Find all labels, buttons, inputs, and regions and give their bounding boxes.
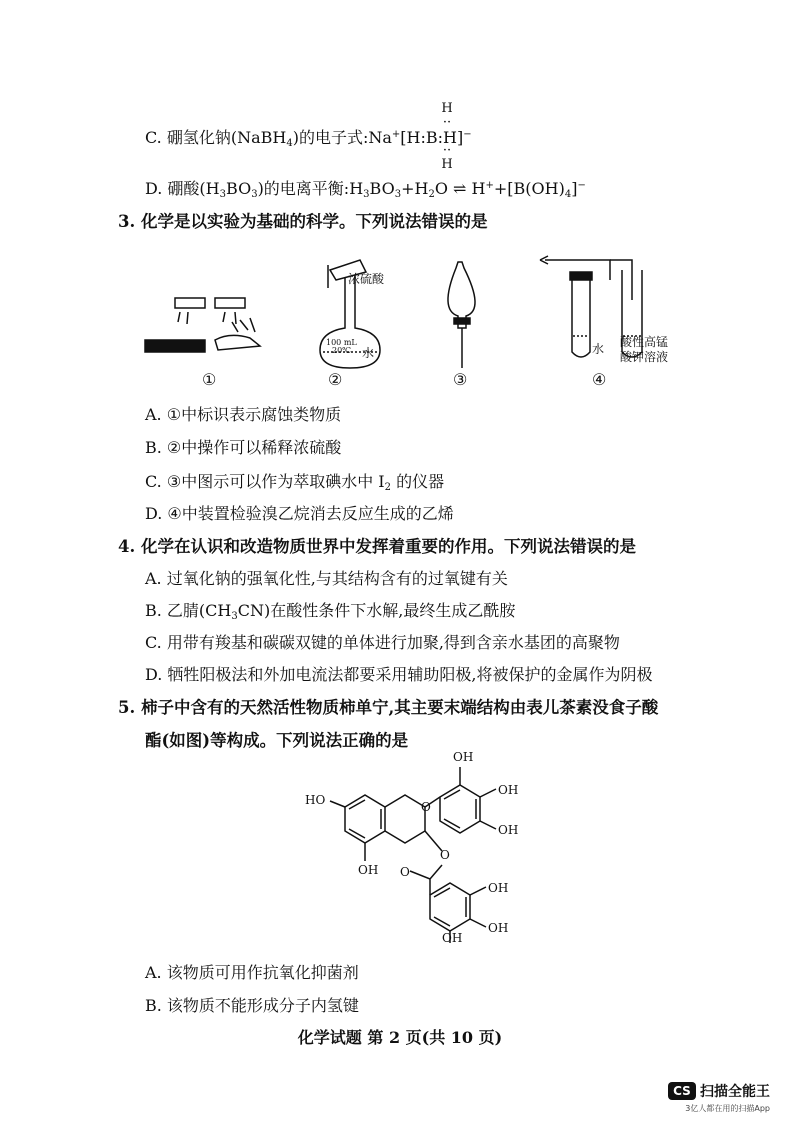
- camscanner-logo-icon: CS: [668, 1082, 696, 1100]
- oh-label-gallate-3: OH: [442, 931, 463, 945]
- apparatus-label-3: ③: [453, 370, 468, 389]
- conc-sulfuric-acid-label: 浓硫酸: [348, 272, 385, 286]
- q3-option-a: A. ①中标识表示腐蚀类物质: [145, 405, 342, 424]
- flask-temp-label: 20℃: [332, 346, 352, 355]
- flask-volume-label: 100 mL: [326, 338, 357, 347]
- apparatus-label-4: ④: [592, 370, 607, 389]
- ho-label-left: HO: [305, 793, 326, 807]
- kmno4-label-2: 酸钾溶液: [620, 350, 669, 364]
- camscanner-tagline: 3亿人都在用的扫描App: [685, 1103, 770, 1113]
- apparatus-label-1: ①: [202, 370, 217, 389]
- q3-option-c: C. ③中图示可以作为萃取碘水中 $I_2$ 的仪器: [145, 472, 445, 493]
- q4-option-c: C. 用带有羧基和碳碳双键的单体进行加聚,得到含亲水基团的高聚物: [145, 633, 620, 652]
- apparatus-label-2: ②: [328, 370, 343, 389]
- q3-apparatus-figure: [140, 240, 669, 390]
- q5-option-a: A. 该物质可用作抗氧化抑菌剂: [145, 963, 359, 982]
- water-label-tube: 水: [592, 342, 605, 356]
- camscanner-watermark: [668, 1080, 770, 1114]
- molecule-drawing: [300, 745, 560, 945]
- ring-o-label: O: [421, 800, 431, 814]
- oh-label-gallate-1: OH: [488, 881, 509, 895]
- egcg-structure-figure: [300, 745, 560, 945]
- oh-label-gallate-2: OH: [488, 921, 509, 935]
- camscanner-name: 扫描全能王: [700, 1083, 770, 1100]
- separatory-funnel-icon: [448, 262, 475, 368]
- q5-stem-line-1: 5. 柿子中含有的天然活性物质柿单宁,其主要末端结构由表儿茶素没食子酸: [118, 698, 659, 717]
- q3-option-d: D. ④中装置检验溴乙烷消去反应生成的乙烯: [145, 504, 454, 523]
- oh-label-right-2: OH: [498, 823, 519, 837]
- q5-option-b: B. 该物质不能形成分子内氢键: [145, 996, 359, 1015]
- water-label-flask: 水: [362, 346, 375, 360]
- q2-option-d: D. 硼酸$(H_3BO_3)$的电离平衡$:H_3BO_3+H_2O$ ⇌ $H^++[B(OH)_4]^-$: [145, 179, 586, 200]
- q2-option-c: C. 硼氢化钠(NaBH$_4$)的电子式:Na+[H:B:H]−: [145, 128, 472, 149]
- q4-option-a: A. 过氧化钠的强氧化性,与其结构含有的过氧键有关: [145, 569, 508, 588]
- page-footer: 化学试题 第 2 页(共 10 页): [297, 1028, 503, 1047]
- kmno4-label-1: 酸性高锰: [620, 335, 669, 349]
- q3-option-b: B. ②中操作可以稀释浓硫酸: [145, 438, 342, 457]
- q3-stem: 3. 化学是以实验为基础的科学。下列说法错误的是: [118, 212, 488, 231]
- q4-stem: 4. 化学在认识和改造物质世界中发挥着重要的作用。下列说法错误的是: [118, 537, 636, 556]
- carbonyl-o-label: O: [400, 865, 410, 879]
- lewis-structure-borohydride: H ·· ·· H: [441, 101, 453, 172]
- q4-option-b: B. 乙腈$(CH_3CN)$在酸性条件下水解,最终生成乙酰胺: [145, 601, 516, 622]
- oh-label-bottom-a: OH: [358, 863, 379, 877]
- apparatus-drawing: [140, 240, 660, 390]
- oh-label-top: OH: [453, 750, 474, 764]
- q5-stem-line-2: 酯(如图)等构成。下列说法正确的是: [145, 731, 409, 750]
- ester-o-label: O: [440, 848, 450, 862]
- oh-label-right-1: OH: [498, 783, 519, 797]
- corrosive-hazard-icon: [145, 298, 260, 352]
- q4-option-d: D. 牺牲阳极法和外加电流法都要采用辅助阳极,将被保护的金属作为阴极: [145, 665, 653, 684]
